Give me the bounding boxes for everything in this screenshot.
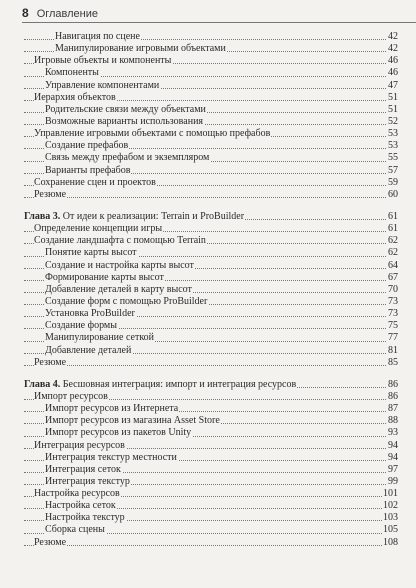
toc-entry-page: 108 — [383, 536, 398, 548]
toc-entry-title: Настройка ресурсов — [34, 488, 120, 500]
toc-entry-title: Установка ProBuilder — [45, 308, 135, 320]
toc-entry-title: Управление компонентами — [45, 79, 160, 91]
toc-entry-title: Импорт ресурсов из Интернета — [45, 403, 179, 415]
toc-entry-title: Варианты префабов — [45, 164, 131, 176]
toc-entry — [24, 80, 398, 92]
toc-entry — [24, 452, 398, 464]
toc-entry-title: Интеграция ресурсов — [34, 439, 125, 451]
toc-entry — [24, 260, 398, 272]
toc-entry — [24, 476, 398, 488]
toc-entry-page: 94 — [388, 451, 398, 463]
toc-entry-title: Создание префабов — [45, 140, 129, 152]
toc-entry-page: 42 — [388, 31, 398, 42]
toc-entry-title: Создание ландшафта с помощью Terrain — [34, 235, 206, 247]
chapter-title: Бесшовная интеграция: импорт и интеграция ресурсов — [60, 378, 297, 390]
toc-entry-title: Навигация по сцене — [55, 31, 140, 42]
toc-entry-title: Создание и настройка карты высот — [45, 259, 194, 271]
toc-entry-title: Родительские связи между объектами — [45, 103, 206, 115]
toc-entry-page: 60 — [388, 188, 398, 200]
toc-entry-page: 75 — [388, 320, 398, 332]
toc-entry-page: 94 — [388, 439, 398, 451]
chapter-page: 61 — [388, 210, 398, 222]
toc-entry-title: Интеграция сеток — [45, 463, 121, 475]
toc-entry-page: 57 — [388, 164, 398, 176]
toc-entry-page: 42 — [388, 43, 398, 55]
toc-entry-page: 97 — [388, 463, 398, 475]
toc-entry-page: 73 — [388, 308, 398, 320]
toc-section-chapter2-continued — [24, 31, 398, 201]
toc-entry — [24, 427, 398, 439]
toc-entry-page: 46 — [388, 55, 398, 67]
toc-entry-title: Сборка сцены — [45, 524, 105, 536]
toc-entry — [24, 43, 398, 55]
toc-entry — [24, 223, 398, 235]
toc-entry — [24, 284, 398, 296]
toc-entry-title: Создание форм с помощью ProBuilder — [45, 295, 208, 307]
toc-entry-title: Компоненты — [45, 67, 99, 79]
toc-entry-page: 55 — [388, 152, 398, 164]
toc-section-chapter3 — [24, 223, 398, 369]
toc-entry-page: 85 — [388, 356, 398, 368]
toc-entry — [24, 116, 398, 128]
toc-entry-page: 52 — [388, 115, 398, 127]
toc-entry-title: Управление игровыми объектами с помощью префабов — [34, 128, 271, 140]
toc-entry-page: 62 — [388, 247, 398, 259]
toc-entry — [24, 512, 398, 524]
toc-entry-page: 46 — [388, 67, 398, 79]
toc-entry-page: 77 — [388, 332, 398, 344]
toc-entry-title: Определение концепции игры — [34, 223, 163, 235]
toc-entry-page: 103 — [383, 512, 398, 524]
toc-entry — [24, 272, 398, 284]
toc-entry-page: 87 — [388, 403, 398, 415]
toc-entry-page: 81 — [388, 344, 398, 356]
chapter-title: От идеи к реализации: Terrain и ProBuilder — [60, 210, 245, 222]
toc-entry-page: 51 — [388, 91, 398, 103]
toc-entry — [24, 247, 398, 259]
toc-entry — [24, 308, 398, 320]
toc-entry — [24, 104, 398, 116]
toc-entry — [24, 415, 398, 427]
toc-entry — [24, 67, 398, 79]
toc-entry-title: Резюме — [34, 356, 67, 368]
toc-entry-title: Манипулирование сеткой — [45, 332, 155, 344]
toc-entry-page: 53 — [388, 128, 398, 140]
toc-entry-page: 86 — [388, 390, 398, 402]
toc-entry-page: 62 — [388, 235, 398, 247]
toc-entry — [24, 189, 398, 201]
toc-entry-page: 88 — [388, 415, 398, 427]
toc-entry — [24, 92, 398, 104]
toc-entry-title: Связь между префабом и экземпляром — [45, 152, 210, 164]
toc-entry — [24, 500, 398, 512]
toc-entry-title: Создание формы — [45, 320, 117, 332]
toc-entry-title: Сохранение сцен и проектов — [34, 176, 156, 188]
toc-entry — [24, 537, 398, 549]
toc-entry — [24, 345, 398, 357]
toc-entry-page: 101 — [383, 488, 398, 500]
toc-entry-title: Формирование карты высот — [45, 271, 164, 283]
toc-entry — [24, 524, 398, 536]
toc-entry-page: 99 — [388, 475, 398, 487]
toc-entry-title: Настройка сеток — [45, 500, 116, 512]
toc-entry-title: Манипулирование игровыми объектами — [55, 43, 226, 55]
toc-entry-page: 61 — [388, 223, 398, 235]
toc-entry — [24, 140, 398, 152]
toc-entry-page: 102 — [383, 500, 398, 512]
toc-entry-title: Настройка текстур — [45, 512, 125, 524]
toc-entry — [24, 31, 398, 43]
toc-entry-title: Резюме — [34, 536, 67, 548]
toc-entry-title: Импорт ресурсов — [34, 390, 108, 402]
toc-entry — [24, 332, 398, 344]
toc-entry-title: Добавление деталей в карту высот — [45, 283, 192, 295]
page-header — [22, 6, 98, 22]
toc-entry-title: Импорт ресурсов из магазина Asset Store — [45, 415, 220, 427]
toc-entry-title: Импорт ресурсов из пакетов Unity — [45, 427, 192, 439]
toc-entry-page: 73 — [388, 295, 398, 307]
toc-entry-title: Иерархия объектов — [34, 91, 116, 103]
toc-entry — [24, 235, 398, 247]
chapter-label: Глава 4. — [24, 378, 61, 390]
chapter-label: Глава 3. — [24, 210, 61, 222]
toc-entry-page: 105 — [383, 524, 398, 536]
toc-entry-title: Понятие карты высот — [45, 247, 137, 259]
toc-entry-page: 47 — [388, 79, 398, 91]
toc-section-chapter4 — [24, 391, 398, 549]
page-number: 8 — [22, 6, 29, 20]
toc-entry — [24, 55, 398, 67]
toc-entry-title: Игровые объекты и компоненты — [34, 55, 172, 67]
running-title: Оглавление — [36, 8, 99, 20]
toc-entry — [24, 440, 398, 452]
header-divider — [22, 22, 416, 23]
toc-entry — [24, 152, 398, 164]
toc-entry-page: 64 — [388, 259, 398, 271]
toc-entry — [24, 320, 398, 332]
toc-entry-title: Добавление деталей — [45, 344, 132, 356]
toc-entry — [24, 165, 398, 177]
toc-entry-title: Возможные варианты использования — [45, 115, 204, 127]
toc-entry-title: Интеграция текстур — [45, 475, 130, 487]
toc-entry-page: 93 — [388, 427, 398, 439]
toc-entry — [24, 296, 398, 308]
toc-entry-title: Резюме — [34, 188, 67, 200]
toc-chapter-3 — [24, 211, 398, 223]
toc-entry — [24, 128, 398, 140]
toc-entry-page: 51 — [388, 103, 398, 115]
toc-entry — [24, 403, 398, 415]
toc-entry-page: 59 — [388, 176, 398, 188]
chapter-page: 86 — [388, 378, 398, 390]
toc-entry-page: 70 — [388, 283, 398, 295]
toc-entry — [24, 464, 398, 476]
toc-entry-page: 67 — [388, 271, 398, 283]
toc-entry-title: Интеграция текстур местности — [45, 451, 177, 463]
toc-chapter-4 — [24, 379, 398, 391]
table-of-contents — [24, 31, 398, 549]
toc-entry — [24, 488, 398, 500]
toc-entry-page: 53 — [388, 140, 398, 152]
toc-entry — [24, 391, 398, 403]
toc-entry — [24, 177, 398, 189]
toc-entry — [24, 357, 398, 369]
